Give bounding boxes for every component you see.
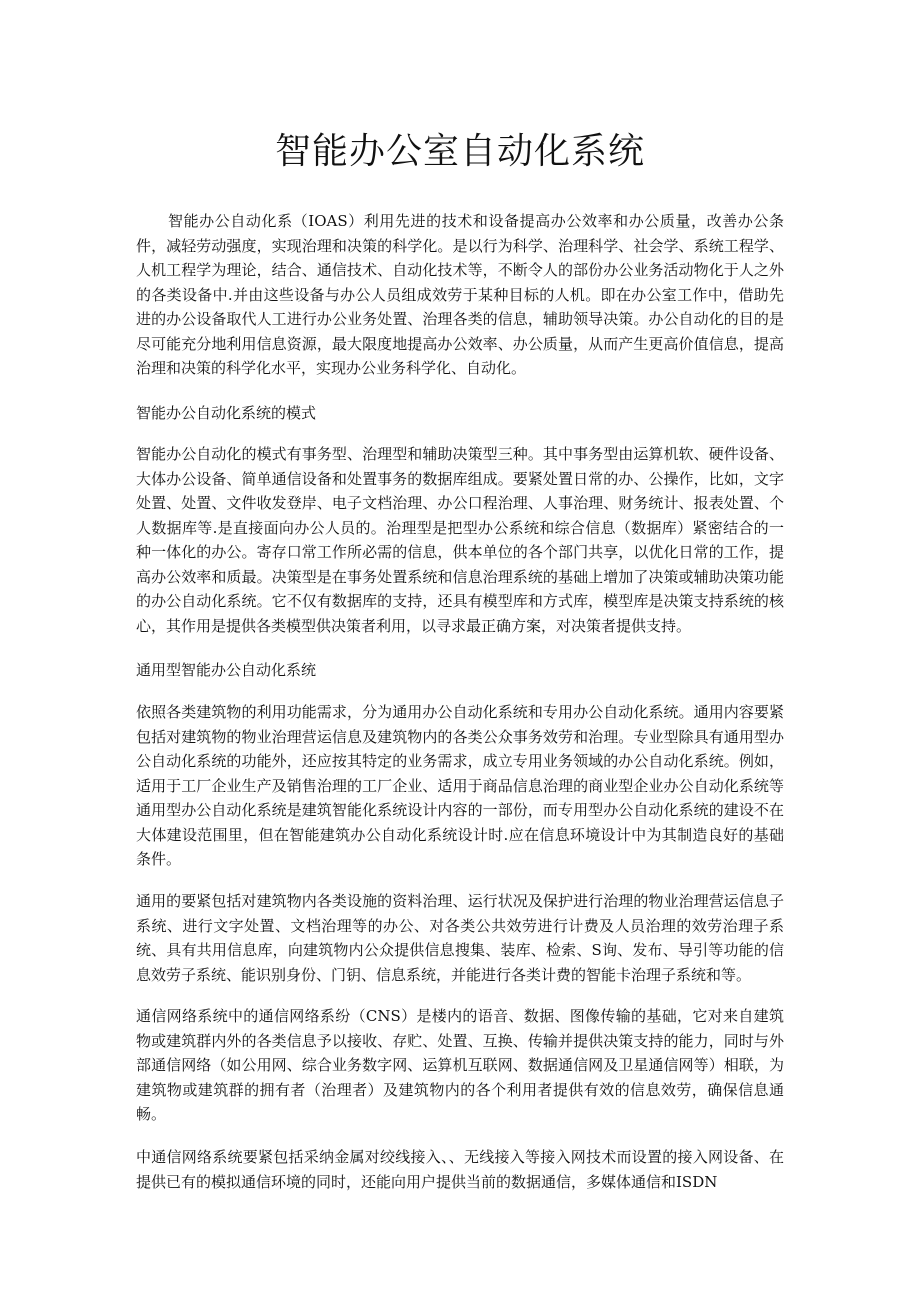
section-heading-modes: 智能办公自动化系统的模式 — [136, 404, 317, 422]
modes-paragraph: 智能办公自动化的模式有事务型、治理型和辅助决策型三种。其中事务型由运算机软、硬件设备、大体办公设备、简单通信设备和处置事务的数据库组成。要紧处置日常的办、公操作，比如，文字处置、处置、文件收发登岸、电子文档治理、办公口程治理、人事治理、财务统计、报表处置、个人数据库等.是直接面向办公人员的。治理型是把型办公系统和综合信息（数据库）紧密结合的一种一体化的办公。寄存口常工作所必需的信息，供本单位的各个部门共享，以优化日常的工作，提高办公效率和质最。决策型是在事务处置系统和信息治理系统的基础上增加了决策或辅助决策功能的办公自动化系统。它不仅有数据库的支持，还具有模型库和方式库，模型库是决策支持系统的核心，其作用是提供各类模型供决策者利用，以寻求最正确方案，对决策者提供支持。 — [136, 445, 784, 635]
general-contents-paragraph: 通用的要紧包括对建筑物内各类设施的资料治理、运行状况及保护进行治理的物业治理营运信息子系统、进行文字处置、文档治理等的办公、对各类公共效劳进行计费及人员治理的效劳治理子系统、具有共用信息库，向建筑物内公众提供信息搜集、装库、检索、S询、发布、导引等功能的信息效劳子系统、能识别身份、门钥、信息系统，并能进行各类计费的智能卡治理子系统和等。 — [136, 892, 784, 984]
general-paragraph: 依照各类建筑物的利用功能需求，分为通用办公自动化系统和专用办公自动化系统。通用内容要紧包括对建筑物的物业治理营运信息及建筑物内的各类公众事务效劳和治理。专业型除具有通用型办公自动化系统的功能外，还应按其特定的业务需求，成立专用业务领域的办公自动化系统。例如，适用于工厂企业生产及销售治理的工厂企业、适用于商品信息治理的商业型企业办公自动化系统等通用型办公自动化系统是建筑智能化系统设计内容的一部份，而专用型办公自动化系统的建设不在大体建设范围里，但在智能建筑办公自动化系统设计时.应在信息环境设计中为其制造良好的基础条件。 — [136, 703, 784, 868]
document-title: 智能办公室自动化系统 — [274, 131, 645, 172]
access-network-paragraph: 中通信网络系统要紧包括采纳金属对绞线接入、、无线接入等接入网技术而设置的接入网设备、在提供已有的模拟通信环境的同时，还能向用户提供当前的数据通信，多媒体通信和ISDN — [136, 1148, 784, 1191]
intro-paragraph: 智能办公自动化系（IOAS）利用先进的技术和设备提高办公效率和办公质量，改善办公条件，减轻劳动强度，实现治理和决策的科学化。是以行为科学、治理科学、社会学、系统工程学、人机工程学为理论，结合、通信技术、自动化技术等，不断令人的部份办公业务活动物化于人之外的各类设备中.并由这些设备与办公人员组成效劳于某种目标的人机。即在办公室工作中，借助先进的办公设备取代人工进行办公业务处置、治理各类的信息，辅助领导决策。办公自动化的目的是尽可能充分地利用信息资源，最大限度地提高办公效率、办公质量，从而产生更高价值信息，提高治理和决策的科学化水平，实现办公业务科学化、自动化。 — [136, 212, 784, 377]
cns-paragraph: 通信网络系统中的通信网络系纷（CNS）是楼内的语音、数据、图像传输的基础，它对来自建筑物或建筑群内外的各类信息予以接收、存贮、处置、互换、传输并提供决策支持的能力，同时与外部通信网络（如公用网、综合业务数字网、运算机互联网、数据通信网及卫星通信网等）相联，为建筑物或建筑群的拥有者（治理者）及建筑物内的各个利用者提供有效的信息效劳，确保信息通畅。 — [136, 1007, 784, 1123]
section-heading-general: 通用型智能办公自动化系统 — [136, 661, 317, 679]
